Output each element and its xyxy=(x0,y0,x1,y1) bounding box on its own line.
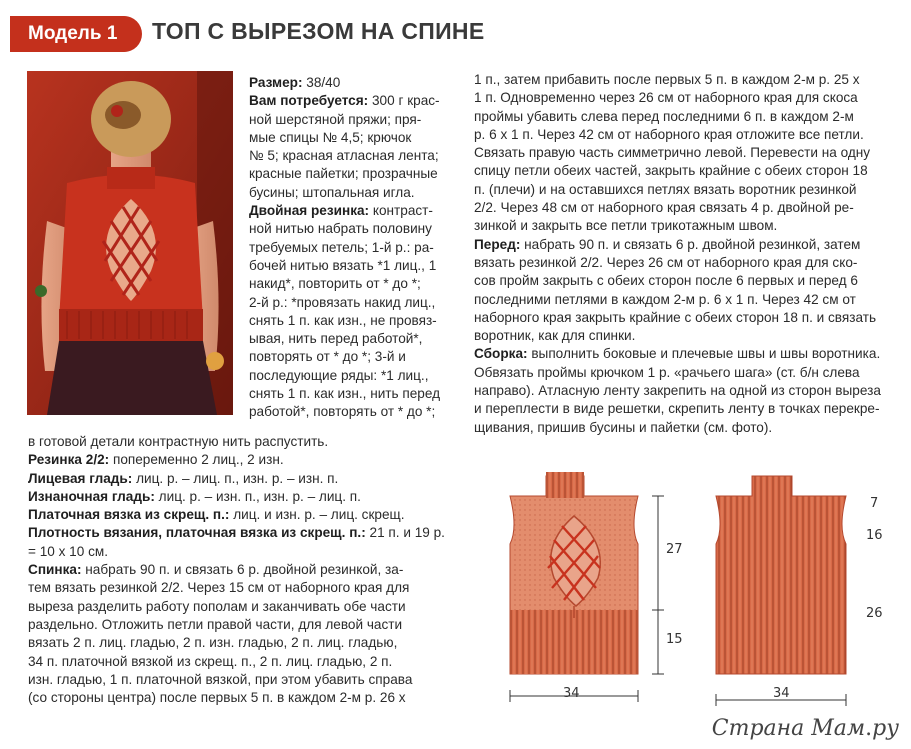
density-value: 21 п. и 19 р. xyxy=(369,525,445,541)
double-rib-line: последующие ряды: *1 лиц., xyxy=(249,367,429,383)
size-value: 38/40 xyxy=(306,75,341,90)
front-line: воротник, как для спинки. xyxy=(474,328,636,344)
back-line: раздельно. Отложить петли правой части, для левой части xyxy=(28,616,403,632)
crossed-label: Платочная вязка из скрещ. п.: xyxy=(28,507,230,523)
back-continued-line: 1 п., затем прибавить после первых 5 п. в каждом 2-м р. 25 х xyxy=(474,72,860,87)
need-line: бусины; штопальная игла. xyxy=(249,184,415,200)
crossed-value: лиц. и изн. р. – лиц. скрещ. xyxy=(233,507,405,523)
rib-value: попеременно 2 лиц., 2 изн. xyxy=(112,452,284,468)
need-line: 300 г крас- xyxy=(372,93,440,109)
back-pattern-diagram xyxy=(498,468,698,708)
front-label: Перед: xyxy=(474,236,521,252)
back-continued-line: 1 п. Одновременно через 26 см от наборного края для скоса xyxy=(474,90,858,106)
density-line2: = 10 х 10 см. xyxy=(28,543,109,559)
materials-block xyxy=(249,74,449,422)
rib-label: Резинка 2/2: xyxy=(28,452,110,468)
watermark-domain: ру xyxy=(872,716,899,741)
need-line: мые спицы № 4,5; крючок xyxy=(249,129,412,145)
back-continued-line: спицу петли обеих частей, закрыть крайние с обеих сторон 18 xyxy=(474,163,868,179)
back-line: (со стороны центра) после первых 5 п. в каждом 2-м р. 26 х xyxy=(28,690,406,706)
techniques-block xyxy=(28,433,450,707)
back-line: вязать 2 п. лиц. гладью, 2 п. изн. гладью, 2 п. лиц. гладью, xyxy=(28,635,398,651)
front-line: наборного края закрыть крайние с обеих сторон 18 п. и связать xyxy=(474,309,877,325)
double-rib-line: работой*, повторять от * до *; xyxy=(249,404,436,420)
watermark-name: Страна Мам xyxy=(711,716,866,741)
front-width: 34 xyxy=(773,686,790,701)
front-top-height: 7 xyxy=(870,496,879,511)
need-label: Вам потребуется: xyxy=(249,93,369,109)
density-label: Плотность вязания, платочная вязка из скрещ. п.: xyxy=(28,525,366,541)
double-rib-line: ывая, нить перед работой*, xyxy=(249,331,423,347)
assembly-line: направо). Атласную ленту закрепить на одной из сторон выреза xyxy=(474,383,881,399)
front-pattern-diagram xyxy=(700,468,880,708)
back-width: 34 xyxy=(563,686,580,701)
instructions-block xyxy=(474,71,902,437)
back-line: тем вязать резинкой 2/2. Через 15 см от наборного края для xyxy=(28,580,410,596)
double-rib-line: снять 1 п. как изн., не провяз- xyxy=(249,312,437,328)
model-label: Модель 1 xyxy=(10,16,142,52)
back-continued-line: зинкой и закрыть все петли трикотажным швом. xyxy=(474,218,778,234)
assembly-line: и переплести в виде решетки, скрепить ленту в точках перекре- xyxy=(474,401,880,417)
watermark-dot: . xyxy=(865,716,873,741)
reverse-label: Изнаночная гладь: xyxy=(28,488,155,504)
reverse-value: лиц. р. – изн. п., изн. р. – лиц. п. xyxy=(158,488,361,504)
double-rib-label: Двойная резинка: xyxy=(249,203,370,219)
back-continued-line: 2/2. Через 48 см от наборного края связать 4 р. двойной ре- xyxy=(474,200,854,216)
size-label: Размер: xyxy=(249,75,303,90)
double-rib-line: повторять от * до *; 3-й и xyxy=(249,349,406,365)
back-continued-line: р. 6 х 1 п. Через 42 см от наборного края отложите все петли. xyxy=(474,126,864,142)
double-rib-line: 2-й р.: *провязать накид лиц., xyxy=(249,294,436,310)
back-line: 34 п. платочной вязкой из скрещ. п., 2 п. лиц. гладью, 2 п. xyxy=(28,653,393,669)
site-watermark xyxy=(712,716,899,741)
need-line: № 5; красная атласная лента; xyxy=(249,148,439,164)
stockinette-label: Лицевая гладь: xyxy=(28,470,133,486)
assembly-line: щивания, пришив бусины и пайетки (см. фото). xyxy=(474,419,773,435)
assembly-line: Обвязать проймы крючком 1 р. «рачьего шага» (ст. б/н слева xyxy=(474,364,860,380)
double-rib-line: требуемых петель; 1-й р.: ра- xyxy=(249,239,434,255)
need-line: ной шерстяной пряжи; пря- xyxy=(249,111,422,127)
need-line: красные пайетки; прозрачные xyxy=(249,166,438,182)
double-rib-line: накид*, повторить от * до *; xyxy=(249,276,421,292)
back-continued-line: проймы убавить слева перед последними 6 п. в каждом 2-м xyxy=(474,108,854,124)
double-rib-first: контраст- xyxy=(372,203,433,219)
assembly-first: выполнить боковые и плечевые швы и швы воротника. xyxy=(531,346,881,362)
page-title: ТОП С ВЫРЕЗОМ НА СПИНЕ xyxy=(152,18,485,44)
model-photo xyxy=(27,71,233,415)
back-first: набрать 90 п. и связать 6 р. двойной резинкой, за- xyxy=(85,562,404,578)
front-line: сов пройм закрыть с обеих сторон после 6 первых и перед 6 xyxy=(474,273,858,289)
stockinette-value: лиц. р. – лиц. п., изн. р. – изн. п. xyxy=(136,470,339,486)
front-line: последними петлями в каждом 2-м р. 6 х 1 п. Через 42 см от xyxy=(474,291,856,307)
double-rib-line: ной нитью набрать половину xyxy=(249,221,432,237)
back-height-top: 27 xyxy=(666,542,683,557)
back-line: изн. гладью, 1 п. платочной вязкой, при этом убавить справа xyxy=(28,671,413,687)
front-first: набрать 90 п. и связать 6 р. двойной резинкой, затем xyxy=(524,236,861,252)
double-rib-line: снять 1 п. как изн., нить перед xyxy=(249,386,441,402)
back-height-bottom: 15 xyxy=(666,632,683,647)
front-line: вязать резинкой 2/2. Через 26 см от наборного края для ско- xyxy=(474,254,858,270)
back-label: Спинка: xyxy=(28,562,82,578)
back-continued-line: Связать правую часть симметрично левой. Перевести на одну xyxy=(474,145,871,161)
double-rib-line: бочей нитью вязать *1 лиц., 1 xyxy=(249,257,437,273)
back-continued-line: п. (плечи) и на оставшихся петлях вязать воротник резинкой xyxy=(474,181,857,197)
double-rib-final: в готовой детали контрастную нить распустить. xyxy=(28,434,329,449)
back-line: выреза разделить работу пополам и заканчивать обе части xyxy=(28,598,406,614)
assembly-label: Сборка: xyxy=(474,346,528,362)
front-low-height: 26 xyxy=(866,606,883,621)
front-mid-height: 16 xyxy=(866,528,883,543)
